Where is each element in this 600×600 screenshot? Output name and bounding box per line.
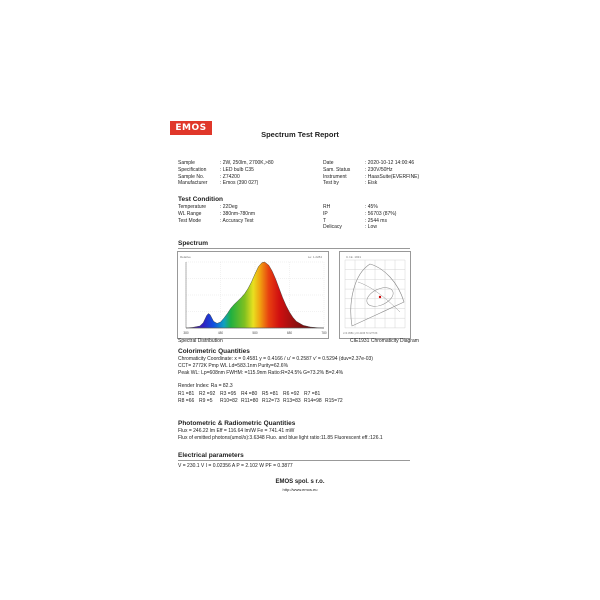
render-index-value: R4 =80: [241, 391, 258, 397]
info-row: [323, 167, 419, 174]
divider: [178, 248, 410, 249]
info-value: : Low: [365, 224, 377, 231]
info-label: T: [323, 217, 327, 224]
info-label: IP: [323, 210, 328, 217]
info-row: [323, 218, 396, 225]
photon-flux-line: Flux of emitted photons(umol/s):3.6348 Fluo. and blue light ratio:11.85 Fluorescent eff.:126.1: [178, 434, 383, 441]
electrical-line: V = 230.1 V I = 0.02356 A P = 2.102 W PF = 0.3877: [178, 463, 293, 469]
info-row: [323, 224, 396, 231]
spectral-distribution-caption: Spectral Distribution: [178, 338, 223, 344]
info-label: Temperature: [178, 204, 207, 210]
render-index-value: R11=80: [241, 397, 259, 404]
info-row: [178, 218, 255, 225]
render-index-value: R1 =81: [178, 391, 195, 397]
colorimetric-lines: [178, 356, 373, 376]
info-label: RH: [323, 204, 331, 210]
spectral-locus: [351, 264, 404, 326]
info-label: Date: [323, 160, 334, 166]
info-value: : Emos (390 027): [220, 180, 259, 187]
spectral-distribution-chart: [177, 251, 329, 339]
spectrum-header: Le: 1.2284: [307, 255, 322, 259]
render-index-value: R8 =66: [178, 397, 195, 404]
footer-url[interactable]: http://www.emos.eu: [282, 487, 318, 492]
info-row: [178, 211, 255, 218]
render-index: Render Index: Ra = 82.3: [178, 383, 233, 389]
photometric-heading: Photometric & Radiometric Quantities: [178, 420, 296, 427]
cie-footer: x=0.4581 y=0.4166 Tc=2772K: [343, 332, 378, 335]
info-value: : 2020-10-12 14:00:46: [365, 160, 415, 166]
x-tick-label: 680: [286, 331, 293, 335]
render-index-value: R6 =92: [283, 391, 300, 397]
info-left: [178, 160, 274, 187]
info-row: [323, 211, 396, 218]
info-row: [178, 160, 274, 167]
x-tick-label: 780: [321, 331, 327, 335]
test-condition-right: [323, 204, 396, 231]
info-value: : 22Deg: [220, 204, 238, 210]
chromaticity-point: [379, 296, 381, 298]
info-label: Sample No.: [178, 173, 205, 180]
info-row: [323, 174, 419, 181]
photometric-lines: [178, 428, 383, 442]
info-label: Sam. Status: [323, 166, 351, 173]
render-index-value: R2 =92: [199, 391, 216, 397]
render-index-value: R13=83: [283, 397, 301, 404]
x-tick-label: 380: [183, 331, 189, 335]
info-value: : 56703 (87%): [365, 210, 397, 217]
info-row: [323, 160, 419, 167]
info-value: : LED bulb C35: [220, 166, 254, 173]
info-label: Delicacy: [323, 224, 342, 231]
spectrum-corner-label: Relative: [180, 255, 191, 259]
electrical-heading: Electrical parameters: [178, 452, 244, 459]
info-row: [178, 204, 255, 211]
cie-header: C.I.E. 1931: [346, 255, 362, 259]
render-index-values: [178, 391, 346, 405]
divider: [178, 460, 410, 461]
info-right: [323, 160, 419, 187]
info-row: [178, 180, 274, 187]
info-label: Test Mode: [178, 217, 202, 224]
cct-line: CCT= 2772K Pmp WL Ld=583.1nm Purity=62.6%: [178, 362, 289, 369]
spectrum-heading: Spectrum: [178, 240, 208, 247]
info-label: Sample: [178, 160, 195, 166]
info-value: : Z74200: [220, 173, 240, 180]
flux-line: Flux = 246.22 lm Eff = 116.64 lm/W Fe = 741.41 mW: [178, 428, 295, 434]
info-value: : HaasSuite(EVERFINE): [365, 173, 420, 180]
colorimetric-heading: Colorimetric Quantities: [178, 348, 250, 355]
test-condition-left: [178, 204, 255, 224]
info-value: : 230V/50Hz: [365, 166, 393, 173]
peak-wl-line: Peak WL: Lp=608nm FWHM: =115.9nm Ratio:R=24.5% G=73.2% B=2.4%: [178, 369, 344, 376]
render-index-value: R14=98: [304, 397, 322, 404]
info-value: : 380nm-780nm: [220, 210, 256, 217]
emos-logo: EMOS: [170, 121, 212, 135]
report-title: Spectrum Test Report: [261, 130, 339, 139]
render-index-value: R12=73: [262, 397, 280, 404]
info-row: [323, 204, 396, 211]
info-row: [178, 174, 274, 181]
info-label: Instrument: [323, 173, 347, 180]
render-index-value: R7 =81: [304, 391, 321, 397]
info-label: Manufacturer: [178, 180, 208, 187]
test-condition-heading: Test Condition: [178, 196, 224, 203]
info-value: : 2544 ms: [365, 217, 387, 224]
x-tick-label: 480: [217, 331, 224, 335]
info-row: [323, 180, 419, 187]
footer-company: EMOS spol. s r.o.: [275, 479, 325, 485]
info-label: Specification: [178, 166, 207, 173]
info-label: Test by: [323, 180, 339, 187]
chromaticity-line: Chromaticity Coordinate: x = 0.4581 y = 0.4166 / u' = 0.2587 v' = 0.5294 (duv=2.37e-03): [178, 356, 373, 362]
info-value: : 45%: [365, 204, 378, 210]
render-index-value: R5 =81: [262, 391, 279, 397]
render-index-value: R10=82: [220, 397, 238, 404]
render-index-value: R9 =5: [199, 397, 213, 404]
cie-caption: CIE1931 Chromaticity Diagram: [350, 338, 419, 344]
info-value: : Eisk: [365, 180, 378, 187]
info-value: : 2W, 250lm, 2700K,>80: [220, 160, 274, 166]
cie-svg: [340, 252, 410, 338]
spectrum-svg: [178, 252, 328, 338]
x-tick-label: 580: [252, 331, 258, 335]
info-row: [178, 167, 274, 174]
render-index-value: R15=72: [325, 397, 343, 404]
cie-chromaticity-diagram: [339, 251, 411, 339]
info-value: : Accuracy Test: [220, 217, 254, 224]
render-index-value: R3 =95: [220, 391, 237, 397]
info-label: WL Range: [178, 210, 202, 217]
